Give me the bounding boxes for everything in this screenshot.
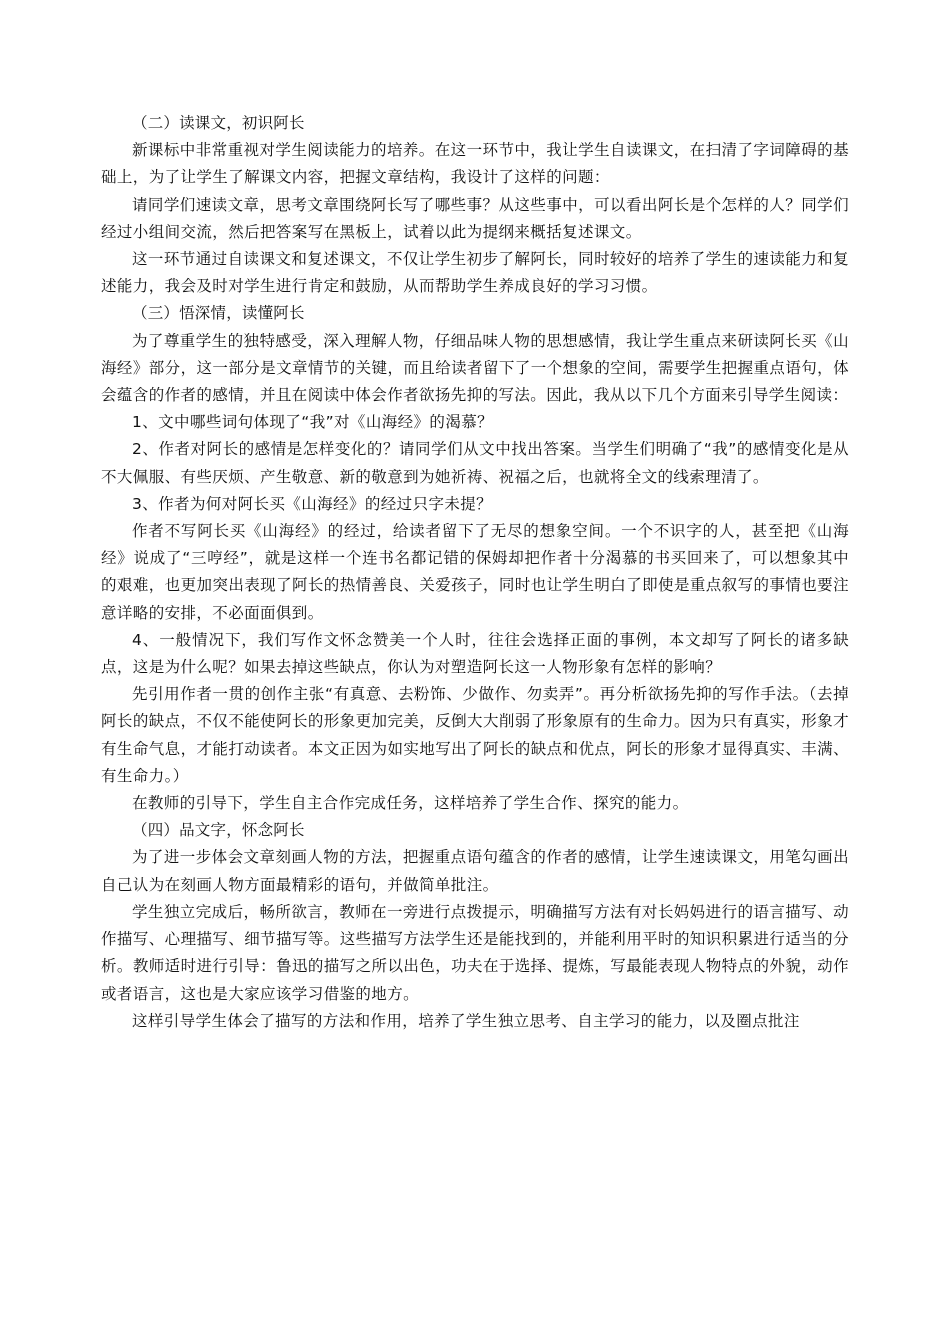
paragraph: 这样引导学生体会了描写的方法和作用，培养了学生独立思考、自主学习的能力，以及圈点批注 xyxy=(132,1011,800,1030)
question-1: 1、文中哪些词句体现了“我”对《山海经》的渴慕？ xyxy=(132,413,494,432)
paragraph: 请同学们速读文章，思考文章围绕阿长写了哪些事？从这些事中，可以看出阿长是个怎样的人？同学们经过小组间交流，然后把答案写在黑板上，试着以此为提纲来概括复述课文。 xyxy=(101,195,849,241)
section-heading-2: （二）读课文，初识阿长 xyxy=(132,114,305,132)
paragraph: 作者不写阿长买《山海经》的经过，给读者留下了无尽的想象空间。一个不识字的人，甚至把《山海经》说成了“三哼经”，就是这样一个连书名都记错的保姆却把作者十分渴慕的书买回来了，可以想象其中的艰难，也更加突出表现了阿长的热情善良、关爱孩子，同时也让学生明白了即使是重点叙写的事情也要注意详略的安排，不必面面俱到。 xyxy=(101,522,849,622)
section-heading-4: （四）品文字，怀念阿长 xyxy=(132,821,305,840)
section-heading-3: （三）悟深情，读懂阿长 xyxy=(132,304,305,323)
paragraph: 学生独立完成后，畅所欲言，教师在一旁进行点拨提示，明确描写方法有对长妈妈进行的语言描写、动作描写、心理描写、细节描写等。这些描写方法学生还是能找到的，并能利用平时的知识积累进行适当的分析。教师适时进行引导：鲁迅的描写之所以出色，功夫在于选择、提炼，写最能表现人物特点的外貌，动作或者语言，这也是大家应该学习借鉴的地方。 xyxy=(101,902,849,1003)
paragraph: 在教师的引导下，学生自主合作完成任务，这样培养了学生合作、探究的能力。 xyxy=(132,794,689,813)
paragraph: 新课标中非常重视对学生阅读能力的培养。在这一环节中，我让学生自读课文，在扫清了字词障碍的基础上，为了让学生了解课文内容，把握文章结构，我设计了这样的问题： xyxy=(101,141,849,187)
question-4: 4、一般情况下，我们写作文怀念赞美一个人时，往往会选择正面的事例，本文却写了阿长的诸多缺点，这是为什么呢？如果去掉这些缺点，你认为对塑造阿长这一人物形象有怎样的影响？ xyxy=(101,630,849,677)
document-page xyxy=(101,110,849,1035)
paragraph: 为了进一步体会文章刻画人物的方法，把握重点语句蕴含的作者的感情，让学生速读课文，用笔勾画出自己认为在刻画人物方面最精彩的语句，并做简单批注。 xyxy=(101,848,849,894)
paragraph: 这一环节通过自读课文和复述课文，不仅让学生初步了解阿长，同时较好的培养了学生的速读能力和复述能力，我会及时对学生进行肯定和鼓励，从而帮助学生养成良好的学习习惯。 xyxy=(101,250,849,296)
paragraph: 为了尊重学生的独特感受，深入理解人物，仔细品味人物的思想感情，我让学生重点来研读阿长买《山海经》部分，这一部分是文章情节的关键，而且给读者留下了一个想象的空间，需要学生把握重点语句，体会蕴含的作者的感情，并且在阅读中体会作者欲扬先抑的写法。因此，我从以下几个方面来引导学生阅读： xyxy=(101,331,849,405)
question-3: 3、作者为何对阿长买《山海经》的经过只字未提？ xyxy=(132,494,493,513)
paragraph: 先引用作者一贯的创作主张“有真意、去粉饰、少做作、勿卖弄”。再分析欲扬先抑的写作手法。（去掉阿长的缺点，不仅不能使阿长的形象更加完美，反倒大大削弱了形象原有的生命力。因为只有真实，形象才有生命气息，才能打动读者。本文正因为如实地写出了阿长的缺点和优点，阿长的形象才显得真实、丰满、有生命力。） xyxy=(101,685,849,785)
question-2: 2、作者对阿长的感情是怎样变化的？请同学们从文中找出答案。当学生们明确了“我”的感情变化是从不大佩服、有些厌烦、产生敬意、新的敬意到为她祈祷、祝福之后，也就将全文的线索理清了。 xyxy=(101,440,849,486)
